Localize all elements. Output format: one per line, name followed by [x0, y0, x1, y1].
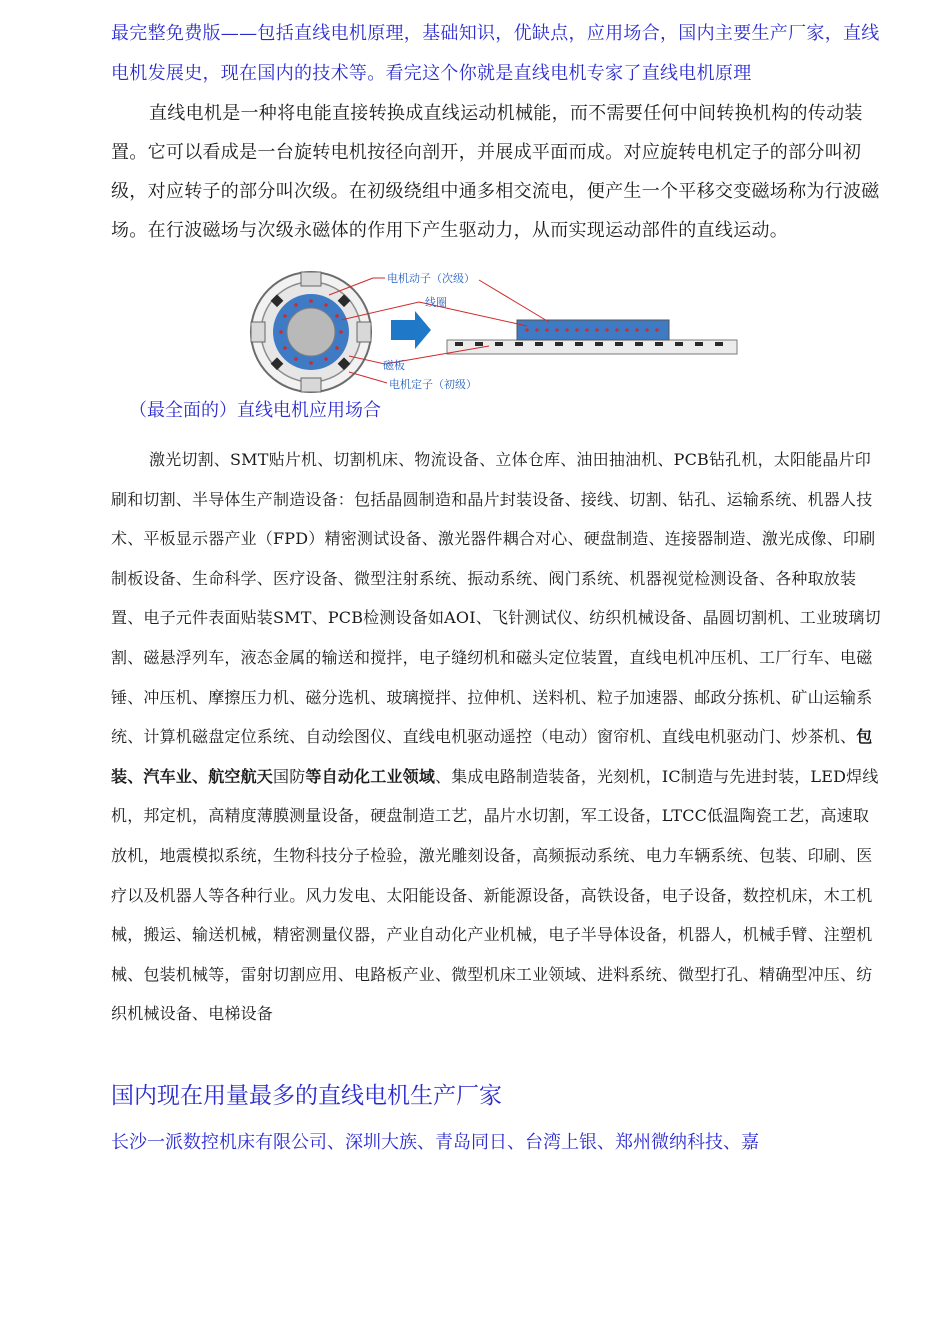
- applications-heading: （最全面的）直线电机应用场合: [129, 400, 381, 421]
- label-mover: 电机动子（次级）: [387, 272, 475, 285]
- applications-text-segment: 激光切割、SMT贴片机、切割机床、物流设备、立体仓库、油田抽油机、PCB钻孔机，太阳能晶片印刷和切割、半导体生产制造设备：包括晶圆制造和晶片封装设备、接线、切割、钻孔、运输系统、机器人技术、平板显示器产业（FPD）精密测试设备、激光器件耦合对心、硬盘制造、连接器制造、激光成像、印刷制板设备、生命科学、医疗设备、微型注射系统、振动系统、阀门系统、机器视觉检测设备、各种取放装置、电子元件表面贴装SMT、PCB检测设备如AOI、飞针测试仪、纺织机械设备、晶圆切割机、工业玻璃切割、磁悬浮列车，液态金属的输送和搅拌，电子缝纫机和磁头定位装置，直线电机冲压机、工厂行车、电磁锤、冲压机、摩擦压力机、磁分选机、玻璃搅拌、拉伸机、送料机、粒子加速器、邮政分拣机、矿山运输系统、计算机磁盘定位系统、自动绘图仪、直线电机驱动遥控（电动）窗帘机、直线电机驱动门、炒茶机、: [111, 450, 881, 747]
- label-stator: 电机定子（初级）: [389, 378, 477, 391]
- linear-motor-diagram: [249, 268, 739, 396]
- applications-text-segment: 国防: [273, 766, 306, 786]
- rotary-motor-icon: [251, 272, 371, 392]
- rotor-core: [287, 308, 335, 356]
- manufacturers-paragraph: 长沙一派数控机床有限公司、深圳大族、青岛同日、台湾上银、郑州微纳科技、嘉: [111, 1131, 759, 1153]
- principle-paragraph: 直线电机是一种将电能直接转换成直线运动机械能，而不需要任何中间转换机构的传动装置。它可以看成是一台旋转电机按径向剖开，并展成平面而成。对应旋转电机定子的部分叫初级，对应转子的部分叫次级。在初级绕组中通多相交流电，便产生一个平移交变磁场称为行波磁场。在行波磁场与次级永磁体的作用下产生驱动力，从而实现运动部件的直线运动。: [111, 103, 880, 241]
- applications-bold-segment: 等自动化工业领域: [305, 766, 436, 786]
- label-magnet: 磁板: [383, 359, 405, 372]
- stator-plate: [447, 340, 737, 354]
- document-page: [111, 14, 881, 1158]
- unroll-arrow-icon: [391, 311, 431, 349]
- document-title-paragraph: 最完整免费版——包括直线电机原理，基础知识，优缺点，应用场合，国内主要生产厂家，直线电机发展史，现在国内的技术等。看完这个你就是直线电机专家了直线电机原理: [111, 23, 880, 84]
- manufacturers-heading: 国内现在用量最多的直线电机生产厂家: [111, 1082, 502, 1109]
- label-coil: 线圈: [425, 296, 447, 309]
- applications-paragraph: [111, 440, 881, 1034]
- linear-motor-diagram-svg: [249, 268, 739, 396]
- applications-bold-segment: 包装、汽车业、航空航天: [111, 727, 873, 786]
- applications-text-segment: 、集成电路制造装备，光刻机，IC制造与先进封装，LED焊线机，邦定机，高精度薄膜测量设备，硬盘制造工艺，晶片水切割，军工设备，LTCC低温陶瓷工艺，高速取放机，地震模拟系统，生物科技分子检验，激光雕刻设备，高频振动系统、电力车辆系统、包装、印刷、医疗以及机器人等各种行业。风力发电、太阳能设备、新能源设备，高铁设备，电子设备，数控机床，木工机械，搬运、输送机械，精密测量仪器，产业自动化产业机械，电子半导体设备，机器人，机械手臂、注塑机械、包装机械等，雷射切割应用、电路板产业、微型机床工业领域、进料系统、微型打孔、精确型冲压、纺织机械设备、电梯设备: [111, 766, 879, 1024]
- linear-motor-icon: [447, 320, 737, 354]
